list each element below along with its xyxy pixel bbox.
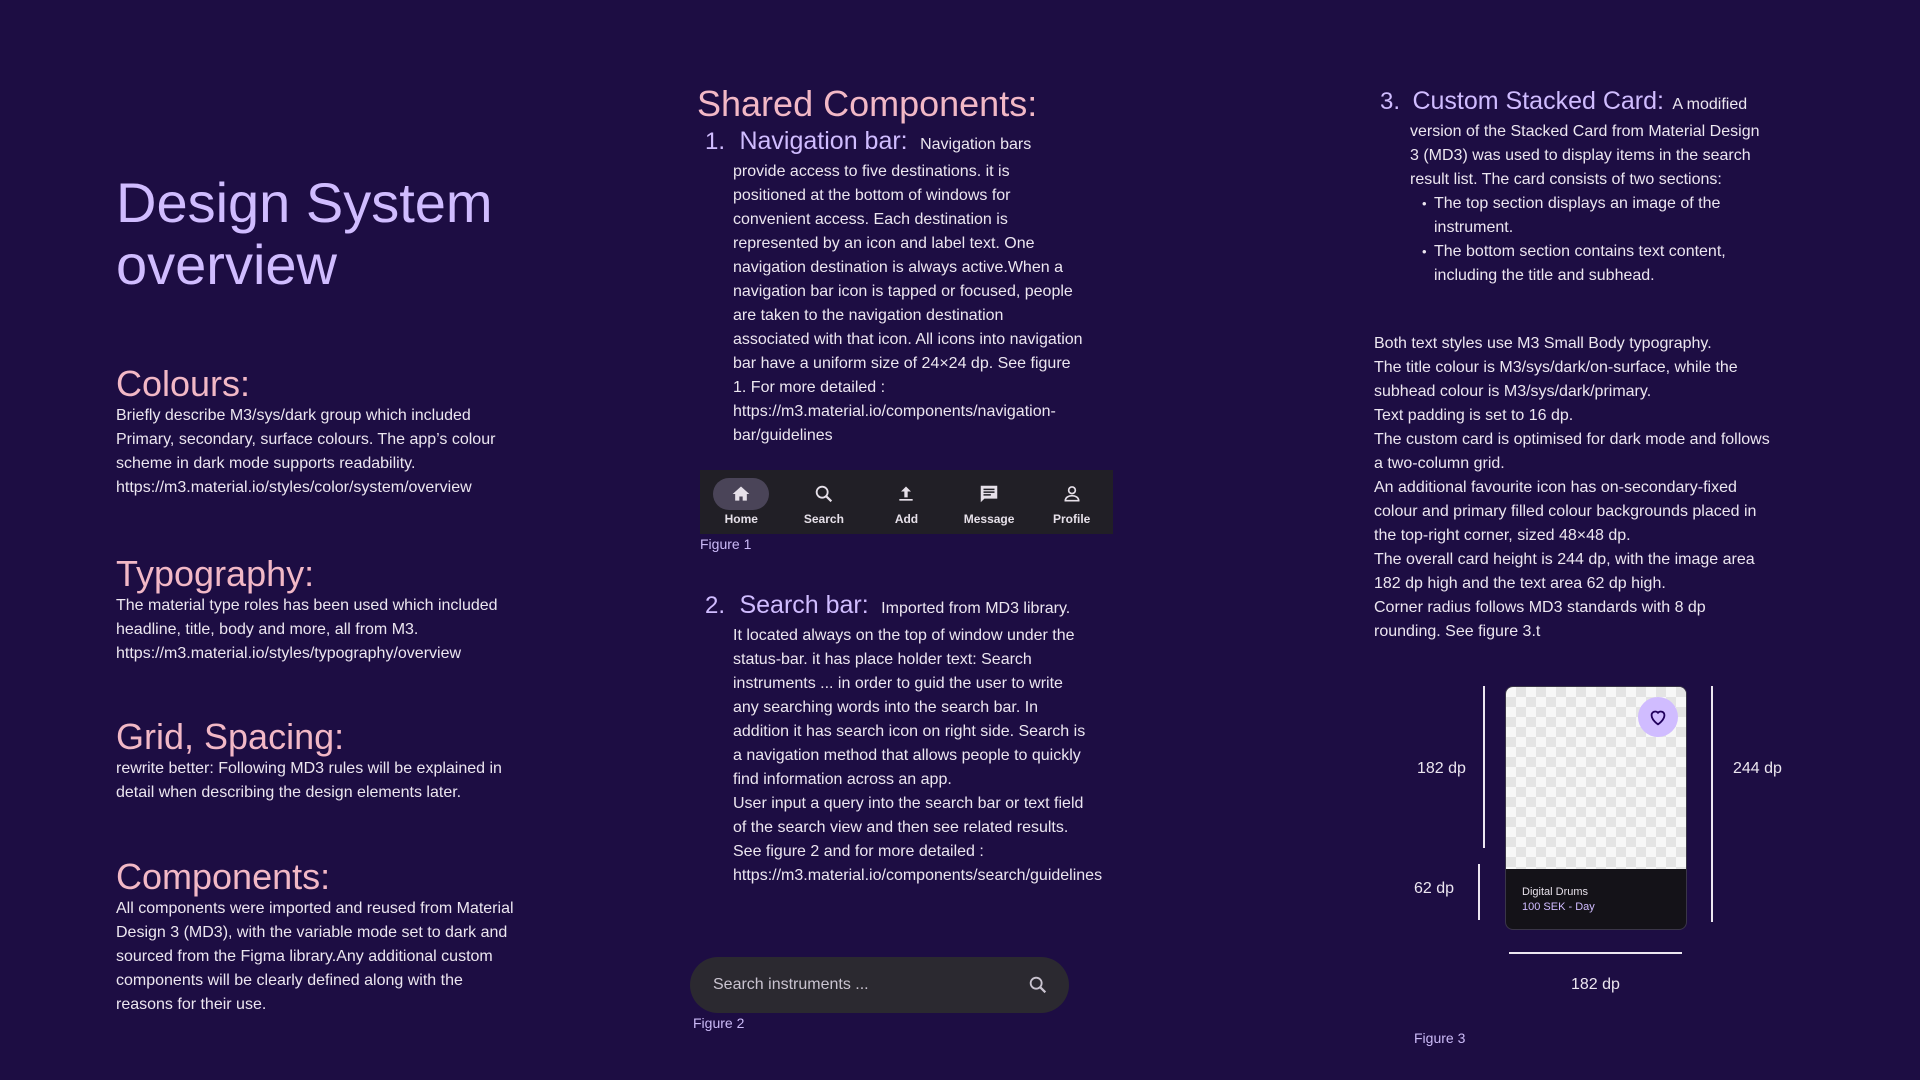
- detail-line: The custom card is optimised for dark mode and follows a two-column grid.: [1374, 431, 1770, 472]
- search-title: Search bar:: [739, 591, 869, 619]
- shared-heading: Shared Components:: [697, 83, 1038, 124]
- card-section: [1380, 86, 1760, 288]
- detail-line: Corner radius follows MD3 standards with 8 dp rounding. See figure 3.t: [1374, 599, 1706, 640]
- nav-label-message: Message: [963, 512, 1015, 526]
- detail-line: The title colour is M3/sys/dark/on-surface, while the subhead colour is M3/sys/dark/primary.: [1374, 359, 1738, 400]
- stacked-card[interactable]: [1505, 686, 1687, 930]
- nav-label-home: Home: [724, 512, 758, 526]
- nav-label-profile: Profile: [1053, 512, 1091, 526]
- grid-heading: Grid, Spacing:: [116, 716, 345, 757]
- components-heading: Components:: [116, 856, 331, 897]
- dim-label-total: 244 dp: [1733, 760, 1782, 777]
- heart-icon: [1647, 706, 1669, 728]
- nav-item-search[interactable]: [787, 478, 861, 526]
- card-intro: A modified: [1672, 96, 1748, 113]
- card-number: 3.: [1380, 88, 1401, 115]
- list-item: • The bottom section contains text content, including the title and subhead.: [1434, 240, 1772, 288]
- list-item: • The top section displays an image of the instrument.: [1434, 192, 1772, 240]
- dimension-line-width: [1509, 952, 1682, 954]
- search-number: 2.: [705, 592, 726, 619]
- detail-line: The overall card height is 244 dp, with the image area 182 dp high and the text area 62 dp high.: [1374, 551, 1755, 592]
- nav-item-add[interactable]: [869, 478, 943, 526]
- search-body-2: User input a query into the search bar or text field of the search view and then see related results. See figure 2 and for more detailed : https://m3.material.io/components/search/guidelines: [733, 795, 1103, 884]
- grid-body: rewrite better: Following MD3 rules will be explained in detail when describing the design elements later.: [116, 760, 502, 801]
- home-icon: [731, 484, 751, 504]
- figure-3-caption: Figure 3: [1414, 1030, 1466, 1046]
- dimension-line-text: [1478, 864, 1480, 920]
- dim-label-text: 62 dp: [1414, 880, 1455, 897]
- card-body: version of the Stacked Card from Material Design 3 (MD3) was used to display items in the search result list. The card consists of two sections:: [1410, 123, 1760, 188]
- person-icon: [1062, 484, 1082, 504]
- nav-label-search: Search: [803, 512, 844, 526]
- detail-line: An additional favourite icon has on-secondary-fixed colour and primary filled colour backgrounds placed in the top-right corner, sized 48×48 dp.: [1374, 479, 1757, 544]
- page-title: Design System overview: [116, 171, 493, 296]
- card-subhead: 100 SEK - Day: [1522, 901, 1595, 913]
- dimension-line-image: [1483, 686, 1485, 848]
- search-icon: [813, 483, 835, 505]
- nav-title: Navigation bar:: [739, 127, 908, 155]
- upload-icon: [896, 484, 916, 504]
- typography-body: The material type roles has been used which included headline, title, body and more, all from M3. https://m3.material.io/styles/typography/overview: [116, 597, 498, 662]
- dim-label-width: 182 dp: [1571, 976, 1620, 993]
- figure-2-caption: Figure 2: [693, 1015, 745, 1031]
- search-placeholder: Search instruments ...: [713, 976, 869, 993]
- favourite-button[interactable]: [1638, 697, 1678, 737]
- search-body: It located always on the top of window under the status-bar. it has place holder text: Search instruments ... in order to guid the user to write any searching words into the search bar. In addition it has search icon on right side. Search is a navigation method that allows people to quickly find information across an app.: [733, 627, 1086, 788]
- search-section: [705, 590, 1103, 888]
- dim-label-image: 182 dp: [1417, 760, 1466, 777]
- card-title: Digital Drums: [1522, 886, 1589, 898]
- dimension-line-total: [1711, 686, 1713, 922]
- search-intro: Imported from MD3 library.: [881, 600, 1071, 617]
- nav-item-home[interactable]: [704, 478, 778, 526]
- message-icon: [978, 483, 1000, 505]
- navigation-bar: [700, 470, 1113, 534]
- card-image-placeholder: [1506, 687, 1686, 869]
- search-icon[interactable]: [1027, 974, 1049, 996]
- detail-line: Both text styles use M3 Small Body typography.: [1374, 335, 1712, 352]
- detail-line: Text padding is set to 16 dp.: [1374, 407, 1574, 424]
- nav-label-add: Add: [894, 512, 919, 526]
- card-section-title: Custom Stacked Card:: [1412, 87, 1664, 115]
- nav-item-profile[interactable]: [1035, 478, 1109, 526]
- nav-intro: Navigation bars: [920, 136, 1032, 153]
- nav-body: provide access to five destinations. it is positioned at the bottom of windows for convenient access. Each destination is represented by an icon and label text. One navigation destination is always active.When a navigation bar icon is tapped or focused, people are taken to the navigation destination associated with that icon. All icons into navigation bar have a uniform size of 24×24 dp. See figure 1. For more detailed : https://m3.material.io/components/navigation-bar/guidelines: [733, 163, 1083, 444]
- nav-number: 1.: [705, 128, 726, 155]
- components-body: All components were imported and reused from Material Design 3 (MD3), with the variable mode set to dark and sourced from the Figma library.Any additional custom components will be clearly defined along with the reasons for their use.: [116, 900, 514, 1013]
- typography-heading: Typography:: [116, 553, 315, 594]
- figure-1-caption: Figure 1: [700, 536, 752, 552]
- search-bar[interactable]: [690, 957, 1069, 1013]
- nav-active-indicator: [713, 478, 769, 510]
- nav-item-message[interactable]: [952, 478, 1026, 526]
- colours-heading: Colours:: [116, 363, 251, 404]
- card-text-area: [1506, 869, 1686, 930]
- card-bullets: [1422, 192, 1772, 288]
- card-details: [1374, 332, 1774, 644]
- nav-section: [705, 126, 1085, 448]
- colours-body: Briefly describe M3/sys/dark group which included Primary, secondary, surface colours. The app’s colour scheme in dark mode supports readability. https://m3.material.io/styles/color/system/overview: [116, 407, 496, 496]
